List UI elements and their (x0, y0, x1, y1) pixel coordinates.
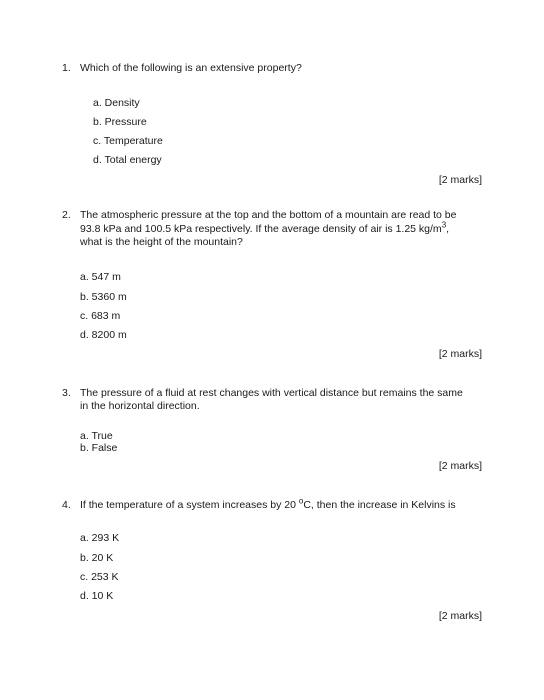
question-2-superscript: 3 (441, 220, 447, 230)
question-1-marks: [2 marks] (438, 174, 482, 186)
question-4-option-c: c. 253 K (80, 571, 119, 583)
question-1-option-a: a. Density (93, 97, 140, 109)
question-2-text-line-2-end: , (446, 223, 450, 235)
question-1-option-c: c. Temperature (93, 135, 163, 147)
question-2-option-d: d. 8200 m (80, 329, 127, 341)
question-1-number: 1. (62, 62, 71, 74)
question-4-option-a: a. 293 K (80, 532, 120, 544)
question-2-number: 2. (62, 209, 71, 221)
question-2-option-c: c. 683 m (80, 310, 121, 322)
question-3-marks: [2 marks] (438, 460, 482, 472)
question-3-text-line-1: The pressure of a fluid at rest changes with vertical distance but remains the same (80, 387, 463, 399)
question-4-option-d: d. 10 K (80, 590, 114, 602)
question-2-text-line-2-main: 93.8 kPa and 100.5 kPa respectively. If the average density of air is 1.25 kg/m (80, 223, 442, 235)
question-3-option-a: a. True (80, 430, 113, 442)
question-4-number: 4. (62, 499, 71, 511)
question-1-option-b: b. Pressure (93, 116, 147, 128)
question-4-degree-superscript: o (298, 496, 304, 506)
question-4-text-main: If the temperature of a system increases by 20 (80, 499, 299, 511)
question-3-option-b: b. False (80, 442, 118, 454)
question-4-text (80, 496, 456, 512)
question-4-marks: [2 marks] (438, 610, 482, 622)
question-3-number: 3. (62, 387, 71, 399)
question-2-text-line-3: what is the height of the mountain? (80, 236, 243, 248)
question-4-text-end: C, then the increase in Kelvins is (303, 499, 456, 511)
question-4-option-b: b. 20 K (80, 552, 114, 564)
question-2-option-a: a. 547 m (80, 271, 121, 283)
question-2-option-b: b. 5360 m (80, 291, 127, 303)
question-2-marks: [2 marks] (438, 348, 482, 360)
question-2-text-line-1: The atmospheric pressure at the top and the bottom of a mountain are read to be (80, 209, 457, 221)
question-1-option-d: d. Total energy (93, 154, 162, 166)
question-1-text: Which of the following is an extensive property? (80, 62, 302, 74)
question-2-text-line-2 (80, 220, 450, 236)
question-3-text-line-2: in the horizontal direction. (80, 400, 200, 412)
